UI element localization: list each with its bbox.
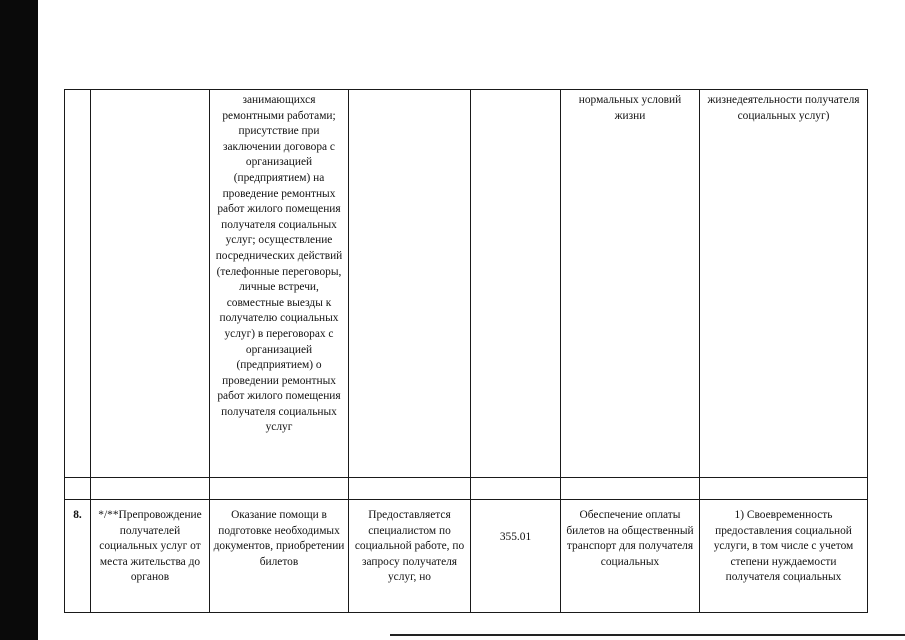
cell-quality: 1) Своевременность предоставления социальной услуги, в том числе с учетом степени нуждаемости получателя социальных bbox=[700, 500, 868, 613]
cell-description: Оказание помощи в подготовке необходимых документов, приобретении билетов bbox=[210, 500, 349, 613]
cell-service-name bbox=[91, 90, 210, 478]
table-gap bbox=[65, 478, 868, 500]
cell-result: нормальных условий жизни bbox=[561, 90, 700, 478]
services-table bbox=[64, 89, 868, 613]
cell-provision: Предоставляется специалистом по социальной работе, по запросу получателя услуг, но bbox=[349, 500, 471, 613]
cell-provision bbox=[349, 90, 471, 478]
cell-result: Обеспечение оплаты билетов на общественный транспорт для получателя социальных bbox=[561, 500, 700, 613]
table-row-8 bbox=[65, 500, 868, 613]
cell-number: 8. bbox=[65, 500, 91, 613]
cell-service-name: */**Препровождение получателей социальных услуг от места жительства до органов bbox=[91, 500, 210, 613]
table-row-continued bbox=[65, 90, 868, 478]
scan-dark-edge bbox=[0, 0, 38, 640]
bottom-rule bbox=[390, 634, 905, 636]
cell-quality: жизнедеятельности получателя социальных услуг) bbox=[700, 90, 868, 478]
cell-tariff bbox=[471, 90, 561, 478]
cell-tariff: 355.01 bbox=[471, 500, 561, 613]
cell-description: занимающихся ремонтными работами; присутствие при заключении договора с организацией (предприятием) на проведение ремонтных работ жилого помещения получателя социальных услуг; осуществление посреднических действий (телефонные переговоры, личные встречи, совместные выезды к получателю социальных услуг) в переговорах с организацией (предприятием) о проведении ремонтных работ жилого помещения получателя социальных услуг bbox=[210, 90, 349, 478]
cell-number bbox=[65, 90, 91, 478]
